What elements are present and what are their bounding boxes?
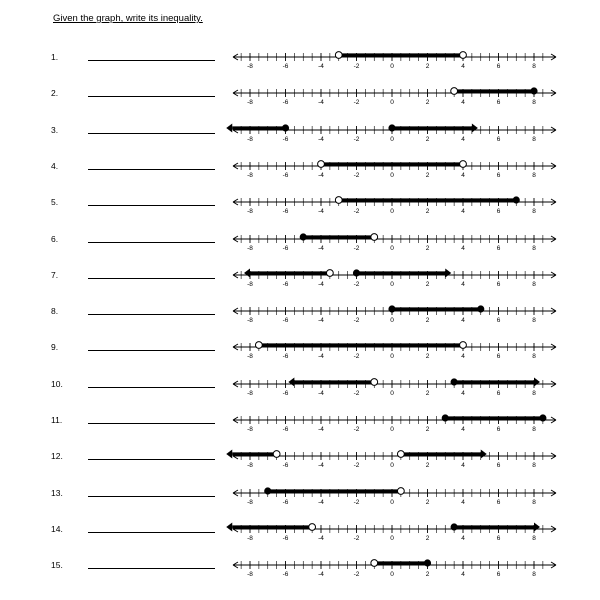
tick-label: 0	[390, 426, 394, 433]
tick-label: 6	[496, 208, 501, 215]
tick-label: 0	[390, 571, 394, 578]
tick-label: 4	[461, 571, 465, 578]
closed-endpoint	[530, 87, 537, 94]
open-endpoint	[326, 270, 333, 277]
graph-arrowhead	[534, 378, 540, 387]
graph-arrowhead	[244, 269, 250, 278]
tick-label: -8	[247, 426, 253, 433]
tick-label: 8	[532, 172, 536, 179]
tick-label: 0	[390, 63, 394, 70]
tick-label: 6	[496, 63, 501, 70]
tick-label: -6	[282, 499, 289, 506]
tick-label: 2	[425, 317, 430, 324]
tick-label: -8	[247, 353, 253, 360]
tick-label: -4	[318, 535, 324, 542]
open-endpoint	[335, 52, 342, 59]
closed-endpoint	[353, 269, 360, 276]
tick-label: 4	[461, 535, 465, 542]
problem-number: 9.	[51, 342, 59, 352]
graph-arrowhead	[472, 124, 478, 133]
tick-label: -8	[247, 535, 253, 542]
problem-number: 15.	[51, 560, 63, 570]
closed-endpoint	[539, 414, 546, 421]
tick-label: 0	[390, 499, 394, 506]
closed-endpoint	[264, 487, 271, 494]
tick-label: 2	[425, 172, 430, 179]
tick-label: 8	[532, 353, 536, 360]
tick-label: 0	[390, 99, 394, 106]
closed-endpoint	[424, 559, 431, 566]
tick-label: 8	[532, 208, 536, 215]
problem-number: 8.	[51, 306, 59, 316]
closed-endpoint	[477, 305, 484, 312]
closed-endpoint	[388, 124, 395, 131]
tick-label: 2	[425, 245, 430, 252]
tick-label: -6	[282, 99, 289, 106]
tick-label: -8	[247, 499, 253, 506]
open-endpoint	[460, 342, 467, 349]
tick-label: -8	[247, 281, 253, 288]
problem-number: 1.	[51, 52, 59, 62]
tick-label: -6	[282, 172, 289, 179]
open-endpoint	[397, 488, 404, 495]
tick-label: -6	[282, 281, 289, 288]
tick-label: -6	[282, 353, 289, 360]
problem-number: 13.	[51, 488, 63, 498]
tick-label: -2	[353, 99, 360, 106]
tick-label: 6	[496, 462, 501, 469]
number-line	[226, 124, 556, 144]
problem-number: 12.	[51, 451, 63, 461]
tick-label: -4	[318, 353, 324, 360]
graph-arrowhead	[226, 124, 232, 133]
problem-number: 2.	[51, 88, 59, 98]
tick-label: 4	[461, 317, 465, 324]
tick-label: 8	[532, 390, 536, 397]
tick-label: 6	[496, 571, 501, 578]
tick-label: -2	[353, 63, 360, 70]
tick-label: 2	[425, 571, 430, 578]
tick-label: 0	[390, 462, 394, 469]
number-line	[233, 87, 556, 106]
tick-label: 4	[461, 172, 465, 179]
tick-label: 8	[532, 499, 536, 506]
tick-label: -2	[353, 245, 360, 252]
tick-label: 6	[496, 353, 501, 360]
tick-label: 6	[496, 281, 501, 288]
tick-label: -8	[247, 317, 253, 324]
tick-label: -8	[247, 571, 253, 578]
closed-endpoint	[451, 378, 458, 385]
tick-label: -6	[282, 535, 289, 542]
graph-arrowhead	[481, 450, 487, 459]
problem-number: 6.	[51, 234, 59, 244]
tick-label: -8	[247, 99, 253, 106]
graph-arrowhead	[226, 450, 232, 459]
open-endpoint	[460, 161, 467, 168]
tick-label: 0	[390, 281, 394, 288]
tick-label: -4	[318, 571, 324, 578]
tick-label: 8	[532, 136, 536, 143]
tick-label: -2	[353, 535, 360, 542]
tick-label: 4	[461, 99, 465, 106]
closed-endpoint	[451, 523, 458, 530]
tick-label: 8	[532, 63, 536, 70]
tick-label: 8	[532, 245, 536, 252]
tick-label: 0	[390, 172, 394, 179]
tick-label: -6	[282, 208, 289, 215]
tick-label: 0	[390, 535, 394, 542]
tick-label: -2	[353, 281, 360, 288]
tick-label: 8	[532, 535, 536, 542]
tick-label: -8	[247, 245, 253, 252]
tick-label: -4	[318, 63, 324, 70]
tick-label: -4	[318, 172, 324, 179]
tick-label: 2	[425, 63, 430, 70]
tick-label: 4	[461, 208, 465, 215]
tick-label: -2	[353, 390, 360, 397]
tick-label: 4	[461, 63, 465, 70]
number-line	[226, 523, 556, 543]
open-endpoint	[451, 88, 458, 95]
closed-endpoint	[300, 233, 307, 240]
problem-number: 7.	[51, 270, 59, 280]
tick-label: 0	[390, 353, 394, 360]
tick-label: 2	[425, 390, 430, 397]
tick-label: -4	[318, 426, 324, 433]
number-line	[233, 196, 556, 215]
tick-label: 6	[496, 317, 501, 324]
problem-number: 3.	[51, 125, 59, 135]
tick-label: -6	[282, 571, 289, 578]
tick-label: -4	[318, 281, 324, 288]
tick-label: -6	[282, 63, 289, 70]
tick-label: -2	[353, 136, 360, 143]
problem-number: 14.	[51, 524, 63, 534]
tick-label: -8	[247, 172, 253, 179]
tick-label: -8	[247, 208, 253, 215]
closed-endpoint	[388, 305, 395, 312]
graph-arrowhead	[445, 269, 451, 278]
tick-label: 2	[425, 99, 430, 106]
number-line	[233, 414, 556, 433]
tick-label: -6	[282, 426, 289, 433]
tick-label: -8	[247, 63, 253, 70]
open-endpoint	[460, 52, 467, 59]
tick-label: 8	[532, 462, 536, 469]
tick-label: -6	[282, 136, 289, 143]
tick-label: 6	[496, 535, 501, 542]
tick-label: 4	[461, 499, 465, 506]
tick-label: 2	[425, 499, 430, 506]
graph-arrowhead	[226, 523, 232, 532]
tick-label: 8	[532, 317, 536, 324]
tick-label: -2	[353, 353, 360, 360]
tick-label: -6	[282, 462, 289, 469]
number-line	[226, 450, 556, 470]
tick-label: -8	[247, 462, 253, 469]
graph-arrowhead	[288, 378, 294, 387]
tick-label: 0	[390, 136, 394, 143]
tick-label: 4	[461, 136, 465, 143]
tick-label: 4	[461, 390, 465, 397]
open-endpoint	[309, 524, 316, 531]
tick-label: 4	[461, 281, 465, 288]
tick-label: -2	[353, 426, 360, 433]
tick-label: 2	[425, 208, 430, 215]
number-line	[233, 487, 556, 506]
tick-label: -2	[353, 571, 360, 578]
tick-label: 8	[532, 571, 536, 578]
tick-label: -4	[318, 462, 324, 469]
tick-label: 8	[532, 426, 536, 433]
tick-label: 2	[425, 353, 430, 360]
tick-label: 4	[461, 245, 465, 252]
tick-label: 4	[461, 426, 465, 433]
tick-label: -2	[353, 172, 360, 179]
tick-label: -4	[318, 390, 324, 397]
tick-label: 2	[425, 136, 430, 143]
tick-label: 6	[496, 426, 501, 433]
closed-endpoint	[282, 124, 289, 131]
tick-label: -2	[353, 317, 360, 324]
number-line	[233, 559, 556, 578]
tick-label: 4	[461, 353, 465, 360]
closed-endpoint	[513, 196, 520, 203]
open-endpoint	[397, 451, 404, 458]
number-line	[233, 378, 556, 398]
tick-label: 8	[532, 281, 536, 288]
open-endpoint	[273, 451, 280, 458]
tick-label: 6	[496, 245, 501, 252]
tick-label: 0	[390, 245, 394, 252]
tick-label: -6	[282, 245, 289, 252]
problem-number: 11.	[51, 415, 63, 425]
open-endpoint	[371, 379, 378, 386]
closed-endpoint	[442, 414, 449, 421]
tick-label: 6	[496, 172, 501, 179]
tick-label: 2	[425, 462, 430, 469]
problem-number: 4.	[51, 161, 59, 171]
tick-label: 8	[532, 99, 536, 106]
tick-label: 2	[425, 535, 430, 542]
tick-label: -4	[318, 499, 324, 506]
tick-label: -8	[247, 136, 253, 143]
tick-label: -4	[318, 317, 324, 324]
open-endpoint	[318, 161, 325, 168]
tick-label: 0	[390, 317, 394, 324]
problem-number: 10.	[51, 379, 63, 389]
open-endpoint	[255, 342, 262, 349]
open-endpoint	[371, 560, 378, 567]
tick-label: -6	[282, 317, 289, 324]
tick-label: -4	[318, 136, 324, 143]
tick-label: 2	[425, 426, 430, 433]
tick-label: -6	[282, 390, 289, 397]
tick-label: 4	[461, 462, 465, 469]
tick-label: -4	[318, 99, 324, 106]
worksheet-title: Given the graph, write its inequality.	[53, 13, 203, 24]
number-line	[233, 269, 556, 289]
tick-label: -2	[353, 499, 360, 506]
tick-label: -2	[353, 208, 360, 215]
number-line	[233, 233, 556, 252]
tick-label: -4	[318, 208, 324, 215]
number-line	[233, 52, 556, 70]
open-endpoint	[335, 197, 342, 204]
tick-label: 6	[496, 99, 501, 106]
tick-label: -2	[353, 462, 360, 469]
tick-label: 0	[390, 208, 394, 215]
tick-label: 6	[496, 136, 501, 143]
tick-label: 2	[425, 281, 430, 288]
tick-label: 6	[496, 499, 501, 506]
number-line	[233, 342, 556, 360]
number-line	[233, 305, 556, 324]
tick-label: -4	[318, 245, 324, 252]
tick-label: 0	[390, 390, 394, 397]
number-line	[233, 161, 556, 179]
problem-number: 5.	[51, 197, 59, 207]
open-endpoint	[371, 234, 378, 241]
graph-arrowhead	[534, 523, 540, 532]
tick-label: 6	[496, 390, 501, 397]
tick-label: -8	[247, 390, 253, 397]
